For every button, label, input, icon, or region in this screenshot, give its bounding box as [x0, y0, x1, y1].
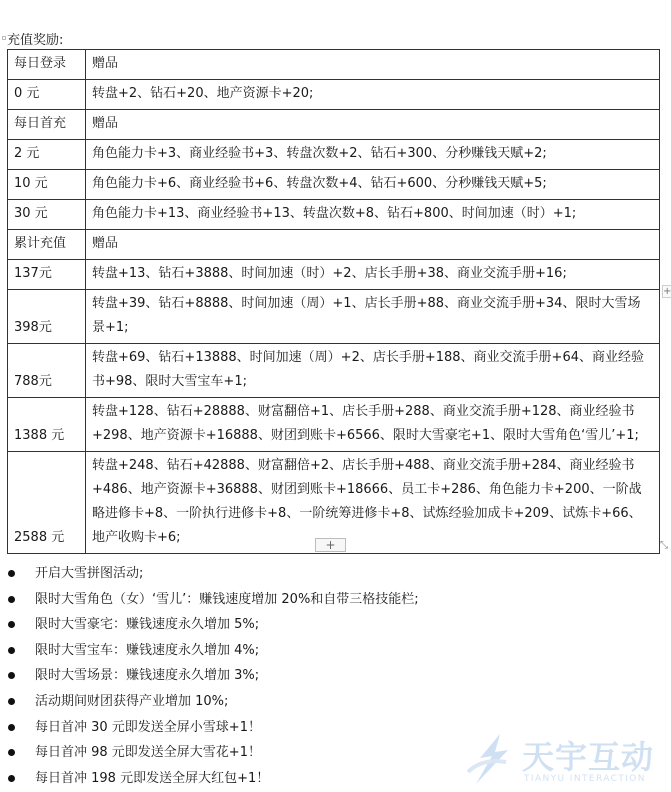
bullet-icon — [8, 698, 15, 705]
list-item — [0, 587, 671, 613]
logo-mark-icon — [462, 728, 522, 788]
amount-cell: 0 元 — [8, 80, 86, 110]
note-text: 限时大雪宝车：赚钱速度永久增加 4%; — [35, 642, 260, 658]
reward-cell: 赠品 — [86, 110, 660, 140]
reward-cell: 赠品 — [86, 50, 660, 80]
amount-cell: 137元 — [8, 260, 86, 290]
list-item — [0, 638, 671, 664]
reward-cell: 转盘+39、钻石+8888、时间加速（周）+1、店长手册+88、商业交流手册+34、限时大雪场景+1; — [86, 290, 660, 344]
section-heading: 充值奖励: — [7, 33, 64, 48]
table-row — [8, 170, 660, 200]
note-text: 每日首冲 30 元即发送全屏小雪球+1！ — [35, 719, 261, 735]
watermark-logo — [462, 728, 668, 788]
note-text: 每日首冲 198 元即发送全屏大红包+1！ — [35, 770, 270, 786]
amount-cell: 每日首充 — [8, 110, 86, 140]
reward-cell: 赠品 — [86, 230, 660, 260]
amount-cell: 1388 元 — [8, 398, 86, 452]
table-row — [8, 260, 660, 290]
add-row-button[interactable]: + — [315, 538, 346, 552]
bullet-icon — [8, 570, 15, 577]
amount-cell: 788元 — [8, 344, 86, 398]
reward-cell: 角色能力卡+13、商业经验书+13、转盘次数+8、钻石+800、时间加速（时）+1; — [86, 200, 660, 230]
table-section-header — [8, 110, 660, 140]
reward-cell: 转盘+128、钻石+28888、财富翻倍+1、店长手册+288、商业交流手册+128、商业经验书+298、地产资源卡+16888、财团到账卡+6566、限时大雪豪宅+1、限时大雪角色‘雪儿’+1; — [86, 398, 660, 452]
list-item — [0, 689, 671, 715]
reward-cell: 转盘+69、钻石+13888、时间加速（周）+2、店长手册+188、商业交流手册+64、商业经验书+98、限时大雪宝车+1; — [86, 344, 660, 398]
table-section-header — [8, 50, 660, 80]
amount-cell: 10 元 — [8, 170, 86, 200]
anchor-mark-icon — [2, 36, 6, 40]
note-text: 限时大雪场景：赚钱速度永久增加 3%; — [35, 668, 260, 684]
note-text: 限时大雪角色（女）‘雪儿’：赚钱速度增加 20%和自带三格技能栏; — [35, 591, 419, 607]
list-item — [0, 663, 671, 689]
add-column-handle[interactable]: + — [663, 286, 671, 297]
table-resize-icon[interactable]: ⤡ — [660, 540, 668, 551]
note-text: 开启大雪拼图活动; — [35, 566, 144, 581]
bullet-icon — [8, 621, 15, 628]
bullet-icon — [8, 647, 15, 654]
amount-cell: 2 元 — [8, 140, 86, 170]
note-text: 每日首冲 98 元即发送全屏大雪花+1！ — [35, 745, 261, 761]
rewards-table — [7, 49, 660, 554]
table-row — [8, 398, 660, 452]
table-row — [8, 140, 660, 170]
reward-cell: 转盘+13、钻石+3888、时间加速（时）+2、店长手册+38、商业交流手册+16; — [86, 260, 660, 290]
reward-cell: 转盘+248、钻石+42888、财富翻倍+2、店长手册+488、商业交流手册+284、商业经验书+486、地产资源卡+36888、财团到账卡+18666、员工卡+286、角色能力卡+200、一阶战略进修卡+8、一阶执行进修卡+8、一阶统筹进修卡+8、试炼经验加成卡+209、试炼卡+66、地产收购卡+6; — [86, 452, 660, 554]
bullet-icon — [8, 749, 15, 756]
note-text: 活动期间财团获得产业增加 10%; — [35, 693, 229, 709]
bullet-icon — [8, 596, 15, 603]
bullet-icon — [8, 672, 15, 679]
table-row — [8, 290, 660, 344]
reward-cell: 角色能力卡+6、商业经验书+6、转盘次数+4、钻石+600、分秒赚钱天赋+5; — [86, 170, 660, 200]
amount-cell: 每日登录 — [8, 50, 86, 80]
list-item — [0, 561, 671, 587]
reward-cell: 角色能力卡+3、商业经验书+3、转盘次数+2、钻石+300、分秒赚钱天赋+2; — [86, 140, 660, 170]
table-row — [8, 200, 660, 230]
watermark-cn: 天宇互动 — [522, 738, 655, 776]
note-text: 限时大雪豪宅：赚钱速度永久增加 5%; — [35, 617, 260, 633]
bullet-icon — [8, 724, 15, 731]
watermark-en: TIANYU INTERACTION — [524, 774, 646, 784]
amount-cell: 2588 元 — [8, 452, 86, 554]
amount-cell: 30 元 — [8, 200, 86, 230]
bullet-icon — [8, 775, 15, 782]
list-item — [0, 612, 671, 638]
reward-cell: 转盘+2、钻石+20、地产资源卡+20; — [86, 80, 660, 110]
amount-cell: 398元 — [8, 290, 86, 344]
table-row — [8, 80, 660, 110]
amount-cell: 累计充值 — [8, 230, 86, 260]
table-row — [8, 344, 660, 398]
table-section-header — [8, 230, 660, 260]
